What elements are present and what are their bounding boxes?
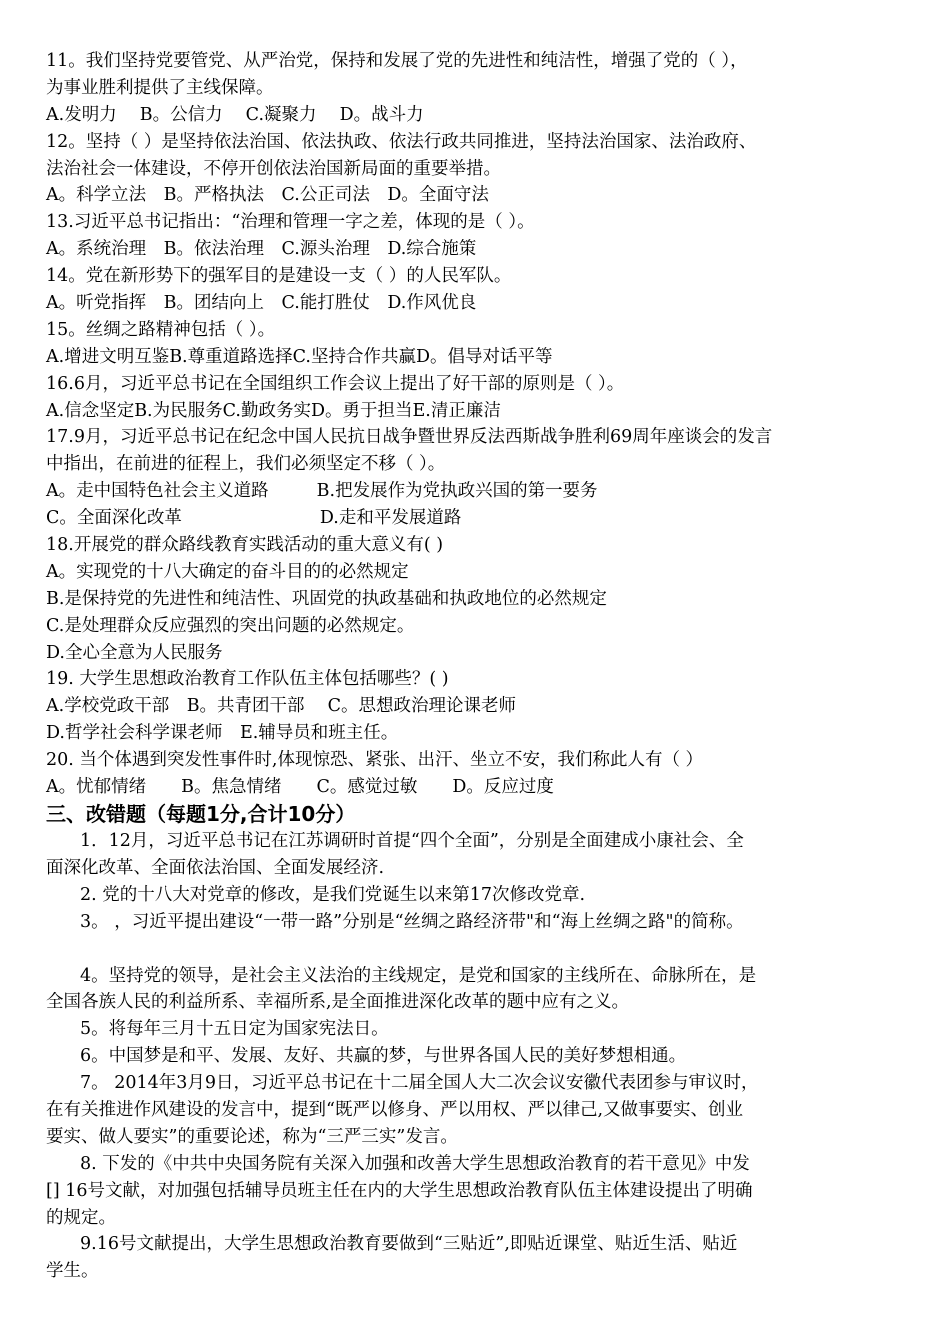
question-12-options: A。科学立法 B。严格执法 C.公正司法 D。全面守法 xyxy=(46,185,489,206)
question-17-line-1: 17.9月，习近平总书记在纪念中国人民抗日战争暨世界反法西斯战争胜利69周年座谈会的发言 xyxy=(46,427,773,448)
question-16-options: A.信念坚定B.为民服务C.勤政务实D。勇于担当E.清正廉洁 xyxy=(46,400,501,421)
question-20-line-1: 20. 当个体遇到突发性事件时,体现惊恐、紧张、出汗、坐立不安，我们称此人有（ ） xyxy=(46,750,704,771)
correction-item-9-line-2: 学生。 xyxy=(46,1261,99,1282)
question-12-line-2: 法治社会一体建设，不停开创依法治国新局面的重要举措。 xyxy=(46,158,501,179)
question-17-options-row-1 xyxy=(46,478,916,505)
correction-item-3: 3。 ，习近平提出建设“一带一路”分别是“丝绸之路经济带"和“海上丝绸之路"的简称。 xyxy=(80,911,744,932)
question-13-options: A。系统治理 B。依法治理 C.源头治理 D.综合施策 xyxy=(46,239,477,260)
correction-item-4-line-1: 4。坚持党的领导，是社会主义法治的主线规定，是党和国家的主线所在、命脉所在，是 xyxy=(80,965,757,986)
question-18-option-c: C.是处理群众反应强烈的突出问题的必然规定。 xyxy=(46,615,415,636)
question-11-line-2: 为事业胜利提供了主线保障。 xyxy=(46,77,274,98)
correction-item-6: 6。中国梦是和平、发展、友好、共赢的梦，与世界各国人民的美好梦想相通。 xyxy=(80,1046,687,1067)
document-page xyxy=(46,48,916,1285)
question-17-option-d: D.走和平发展道路 xyxy=(319,508,462,529)
question-14-line-1: 14。党在新形势下的强军目的是建设一支（ ）的人民军队。 xyxy=(46,266,512,287)
correction-item-8-line-1: 8. 下发的《中共中央国务院有关深入加强和改善大学生思想政治教育的若干意见》中发 xyxy=(80,1153,750,1174)
question-18-option-d: D.全心全意为人民服务 xyxy=(46,642,223,663)
question-19-options-row-2: D.哲学社会科学课老师 E.辅导员和班主任。 xyxy=(46,723,399,744)
correction-item-7-line-2: 在有关推进作风建设的发言中，提到“既严以修身、严以用权、严以律己,又做事要实、创业 xyxy=(46,1099,744,1120)
correction-item-7-line-3: 要实、做人要实”的重要论述，称为“三严三实”发言。 xyxy=(46,1126,458,1147)
question-15-line-1: 15。丝绸之路精神包括（ ）。 xyxy=(46,319,276,340)
question-15-options: A.增进文明互鉴B.尊重道路选择C.坚持合作共赢D。倡导对话平等 xyxy=(46,346,553,367)
question-13-line-1: 13.习近平总书记指出：“治理和管理一字之差，体现的是（ ）。 xyxy=(46,212,535,233)
question-17-option-c: C。全面深化改革 xyxy=(46,508,182,529)
question-17-line-2: 中指出，在前进的征程上，我们必须坚定不移（ ）。 xyxy=(46,454,446,475)
question-17-option-b: B.把发展作为党执政兴国的第一要务 xyxy=(316,481,598,502)
correction-item-8-line-2: [] 16号文献，对加强包括辅导员班主任在内的大学生思想政治教育队伍主体建设提出了明确 xyxy=(46,1180,753,1201)
question-12-line-1: 12。坚持（ ）是坚持依法治国、依法执政、依法行政共同推进，坚持法治国家、法治政府、 xyxy=(46,131,757,152)
question-16-line-1: 16.6月，习近平总书记在全国组织工作会议上提出了好干部的原则是（ ）。 xyxy=(46,373,625,394)
question-14-options: A。听党指挥 B。团结向上 C.能打胜仗 D.作风优良 xyxy=(46,293,477,314)
question-11-options: A.发明力 B。公信力 C.凝聚力 D。战斗力 xyxy=(46,104,424,125)
correction-item-7-line-1: 7。 2014年3月9日，习近平总书记在十二届全国人大二次会议安徽代表团参与审议时， xyxy=(80,1073,759,1094)
question-18-option-b: B.是保持党的先进性和纯洁性、巩固党的执政基础和执政地位的必然规定 xyxy=(46,588,607,609)
question-17-option-a: A。走中国特色社会主义道路 xyxy=(46,481,269,502)
question-19-options-row-1: A.学校党政干部 B。共青团干部 C。思想政治理论课老师 xyxy=(46,696,517,717)
correction-item-8-line-3: 的规定。 xyxy=(46,1207,116,1228)
question-20-options: A。忧郁情绪 B。焦急情绪 C。感觉过敏 D。反应过度 xyxy=(46,777,554,798)
correction-item-1-line-2: 面深化改革、全面依法治国、全面发展经济. xyxy=(46,857,385,878)
question-18-option-a: A。实现党的十八大确定的奋斗目的的必然规定 xyxy=(46,561,409,582)
section-3-heading: 三、改错题（每题1分,合计10分） xyxy=(46,801,356,826)
question-18-line-1: 18.开展党的群众路线教育实践活动的重大意义有( ) xyxy=(46,535,444,556)
correction-item-5: 5。将每年三月十五日定为国家宪法日。 xyxy=(80,1019,389,1040)
question-17-options-row-2 xyxy=(46,505,916,532)
correction-item-1-line-1: 1．12月，习近平总书记在江苏调研时首提“四个全面”，分别是全面建成小康社会、全 xyxy=(80,830,744,851)
question-11-line-1: 11。我们坚持党要管党、从严治党，保持和发展了党的先进性和纯洁性，增强了党的（ ）， xyxy=(46,51,748,71)
question-19-line-1: 19. 大学生思想政治教育工作队伍主体包括哪些？( ) xyxy=(46,669,449,690)
correction-item-4-line-2: 全国各族人民的利益所系、幸福所系,是全面推进深化改革的题中应有之义。 xyxy=(46,992,630,1013)
correction-item-2: 2. 党的十八大对党章的修改，是我们党诞生以来第17次修改党章. xyxy=(80,884,586,905)
correction-item-9-line-1: 9.16号文献提出，大学生思想政治教育要做到“三贴近”,即贴近课堂、贴近生活、贴近 xyxy=(80,1234,738,1255)
blank-gap xyxy=(46,936,916,963)
